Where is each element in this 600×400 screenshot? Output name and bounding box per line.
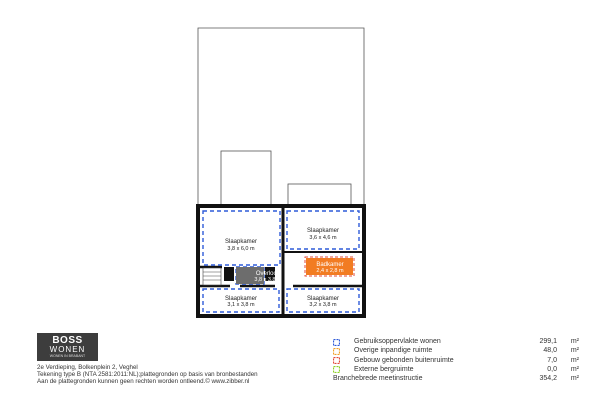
dormer-left	[221, 151, 271, 206]
room-dimensions: 3,1 x 3,8 m	[227, 302, 255, 308]
brand-line1: BOSS	[52, 335, 83, 346]
room-name: Slaapkamer	[224, 296, 258, 302]
legend-unit: m²	[570, 347, 579, 355]
wall-column	[224, 267, 234, 281]
legend-label: Gebruiksoppervlakte wonen	[354, 338, 441, 345]
green-dashed-square-icon	[333, 366, 340, 373]
legend-row	[333, 338, 579, 347]
dormer-right	[288, 184, 351, 206]
legend-label: Overige inpandige ruimte	[354, 347, 433, 355]
legend-unit: m²	[570, 365, 579, 373]
legend-unit: m²	[570, 338, 579, 345]
area-legend	[333, 338, 579, 375]
stair	[203, 268, 221, 285]
disclaimer: Aan de plattegronden kunnen geen rechten worden ontleend.© www.zibber.nl	[37, 378, 250, 385]
address: 2e Verdieping, Bolkenplein 2, Veghel	[37, 364, 138, 371]
room-name: Slaapkamer	[306, 228, 340, 234]
total-value: 354,2	[539, 375, 557, 382]
legend-row	[333, 347, 579, 356]
room-name: Badkamer	[316, 262, 344, 268]
legend-row	[333, 357, 579, 366]
room-dimensions: 2,4 x 2,8 m	[316, 268, 344, 274]
room-name: Slaapkamer	[306, 296, 340, 302]
room-dimensions: 3,2 x 3,8 m	[309, 302, 337, 308]
orange-dashed-square-icon	[333, 348, 340, 355]
total-unit: m²	[570, 375, 579, 382]
room-name: Slaapkamer	[224, 239, 258, 245]
drawing-note: Tekening type B (NTA 2581:2011:NL);plattegronden op basis van bronbestanden	[37, 371, 258, 378]
brand-line2: WONEN	[49, 345, 86, 354]
room-dimensions: 3,8 x 6,0 m	[227, 246, 255, 252]
room-dimensions: 3,6 x 4,6 m	[309, 235, 337, 241]
total-label: Branchebrede meetinstructie	[333, 375, 423, 382]
legend-unit: m²	[570, 356, 579, 364]
legend-value: 48,0	[543, 347, 557, 355]
legend-value: 7,0	[547, 356, 557, 364]
legend-label: Externe bergruimte	[354, 365, 414, 373]
legend-row	[333, 366, 579, 375]
room-name: Overloop	[255, 271, 281, 277]
brand-line3: WONEN IN BRABANT	[49, 354, 86, 358]
red-dashed-square-icon	[333, 357, 340, 364]
legend-value: 299,1	[539, 338, 557, 345]
legend-value: 0,0	[547, 365, 557, 373]
legend-label: Gebouw gebonden buitenruimte	[354, 356, 454, 364]
room-dimensions: 3,8 x 3,8 m	[254, 277, 282, 283]
blue-dashed-square-icon	[333, 339, 340, 346]
brand-logo	[37, 333, 98, 361]
